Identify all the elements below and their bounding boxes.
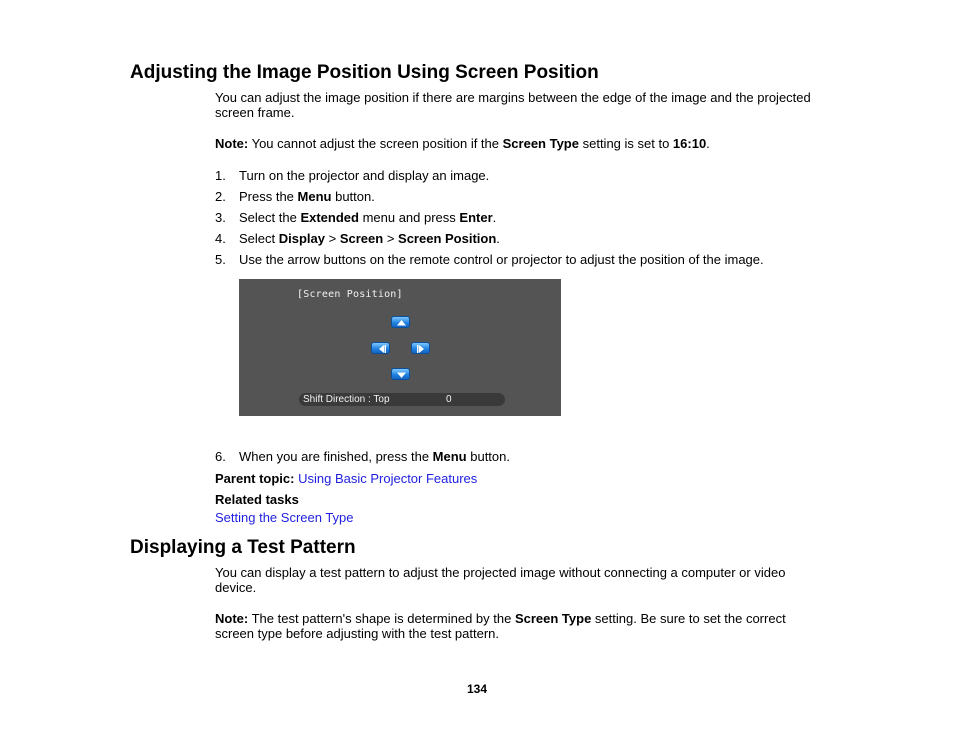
- parent-topic: [215, 471, 477, 486]
- step-text: Turn on the projector and display an image.: [239, 168, 490, 183]
- related-tasks-list: [215, 510, 354, 525]
- note-text-a: You cannot adjust the screen position if the: [248, 136, 503, 151]
- intro-line-2: device.: [215, 580, 257, 595]
- note-bold-a: Screen Type: [514, 611, 592, 626]
- shift-direction-status-bar: [299, 393, 505, 406]
- note-text-b: setting. Be sure to set the correct: [591, 611, 786, 626]
- shift-direction-label: Shift Direction : Top: [303, 394, 390, 405]
- arrow-right-icon: [411, 342, 430, 354]
- related-tasks-heading: [215, 492, 299, 507]
- related-tasks-label: Related tasks: [215, 492, 299, 507]
- intro-paragraph-test-pattern: [215, 565, 785, 595]
- note-bold-a: Screen Type: [502, 136, 579, 151]
- step-number: 4.: [215, 231, 226, 246]
- arrow-up-icon: [391, 316, 410, 328]
- step-number: 5.: [215, 252, 226, 267]
- page-number: 134: [466, 682, 488, 696]
- step-number: 3.: [215, 210, 226, 225]
- step-text: Select the Extended menu and press Enter.: [239, 210, 497, 225]
- related-link-setting-screen-type[interactable]: Setting the Screen Type: [215, 510, 354, 525]
- note-label: Note:: [215, 136, 249, 151]
- step-number: 6.: [215, 449, 226, 464]
- note-paragraph: [215, 136, 710, 151]
- intro-paragraph: [215, 90, 811, 120]
- parent-topic-link[interactable]: Using Basic Projector Features: [298, 471, 478, 486]
- step-text: Use the arrow buttons on the remote control or projector to adjust the position of the image.: [239, 252, 764, 267]
- step-text: Press the Menu button.: [239, 189, 375, 204]
- intro-line-2: screen frame.: [215, 105, 295, 120]
- step-number: 2.: [215, 189, 226, 204]
- step-number: 1.: [215, 168, 226, 183]
- note-line-2: screen type before adjusting with the test pattern.: [215, 626, 500, 641]
- section-heading-screen-position: Adjusting the Image Position Using Screen Position: [130, 62, 599, 83]
- screen-position-osd-image: [239, 279, 561, 416]
- osd-title: [Screen Position]: [297, 289, 403, 300]
- note-text-b: setting is set to: [578, 136, 673, 151]
- shift-direction-value: 0: [446, 394, 452, 405]
- arrow-left-icon: [371, 342, 390, 354]
- step-text: When you are finished, press the Menu button.: [239, 449, 510, 464]
- intro-line-1: You can display a test pattern to adjust the projected image without connecting a computer or video: [215, 565, 786, 580]
- step-text: Select Display > Screen > Screen Position.: [239, 231, 500, 246]
- intro-line-1: You can adjust the image position if there are margins between the edge of the image and the projected: [215, 90, 811, 105]
- section-heading-test-pattern: Displaying a Test Pattern: [130, 537, 356, 558]
- note-label: Note:: [215, 611, 249, 626]
- parent-topic-label: Parent topic:: [215, 471, 295, 486]
- note-text-c: .: [706, 136, 710, 151]
- note-paragraph-test-pattern: [215, 611, 786, 641]
- arrow-down-icon: [391, 368, 410, 380]
- note-text-a: The test pattern's shape is determined by the: [248, 611, 515, 626]
- note-bold-b: 16:10: [672, 136, 707, 151]
